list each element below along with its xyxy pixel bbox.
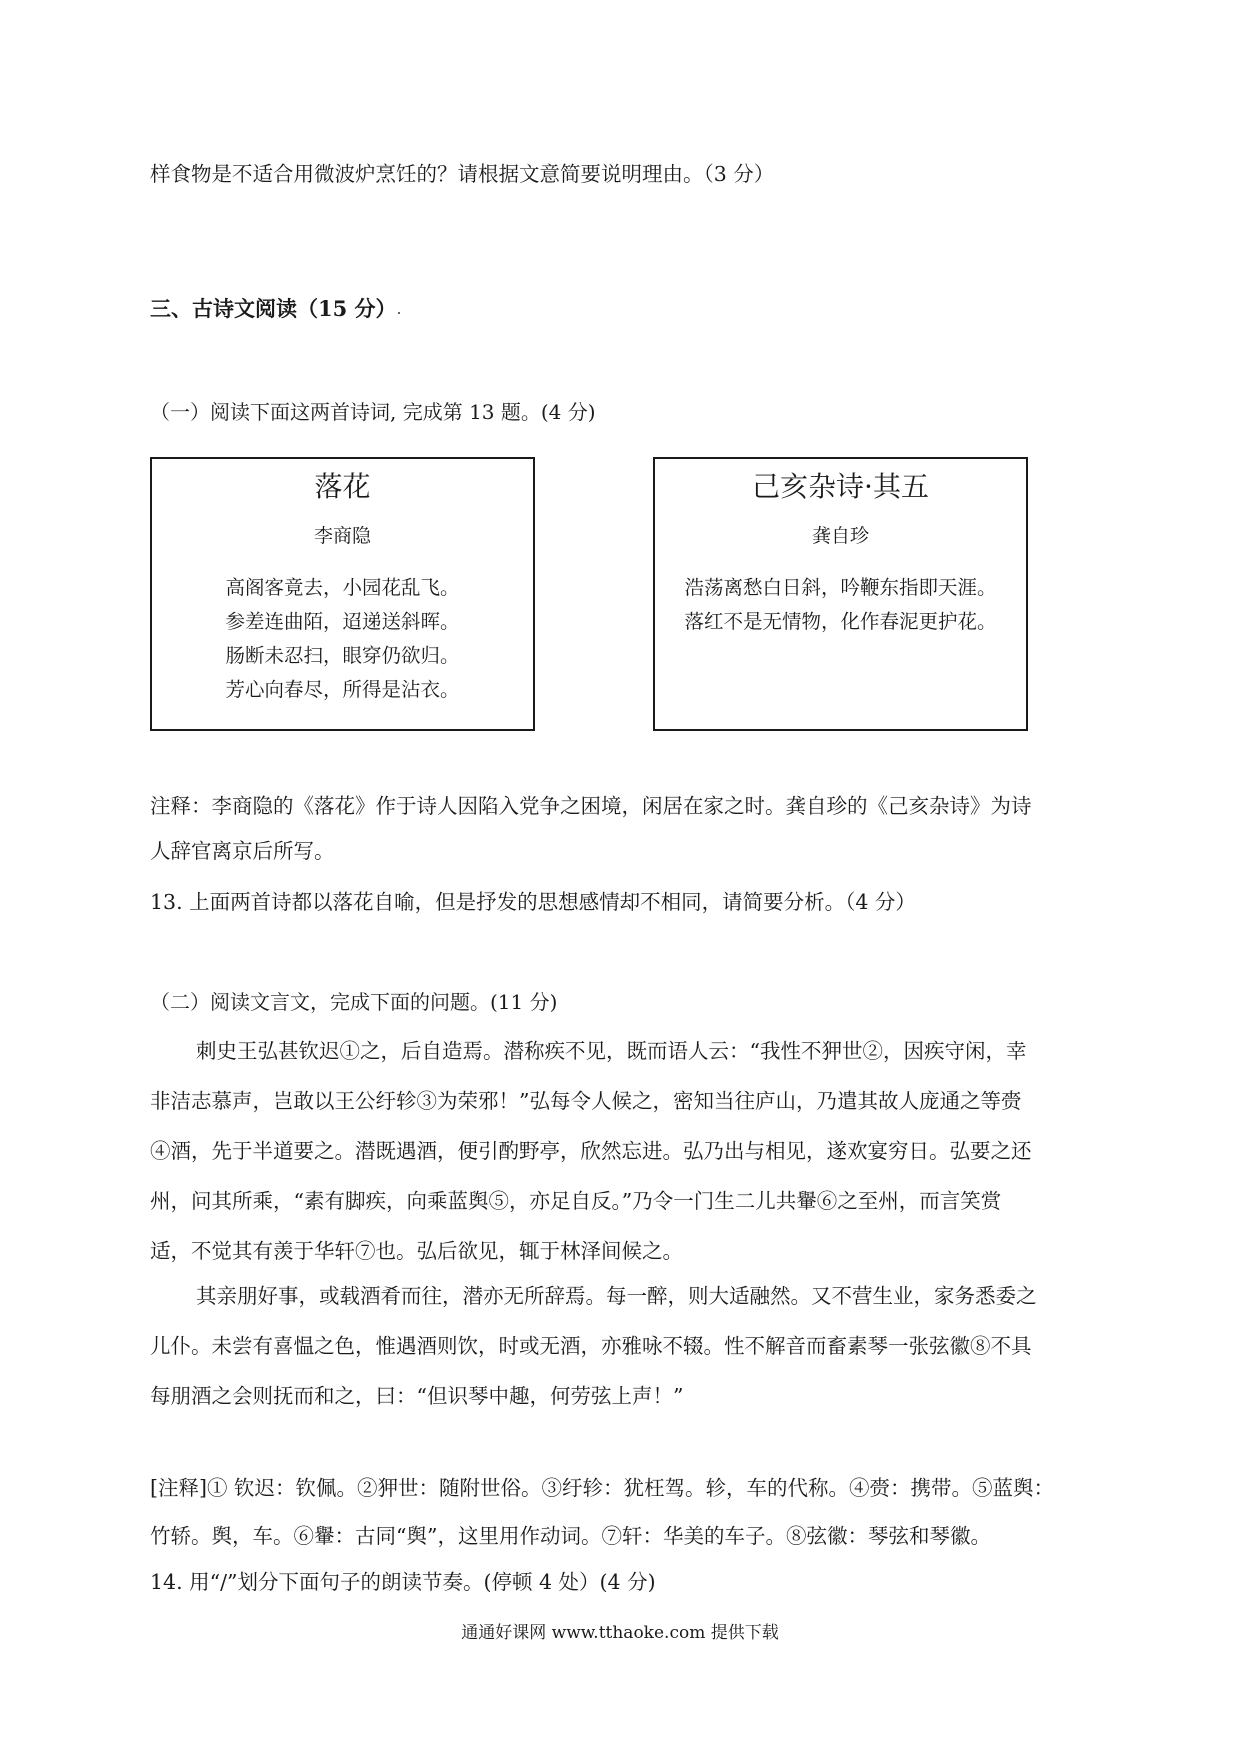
question-14: 14. 用“/”划分下面句子的朗读节奏。(停顿 4 处）(4 分) bbox=[150, 1570, 656, 1594]
question-13: 13. 上面两首诗都以落花自喻，但是抒发的思想感情却不相同，请简要分析。（4 分） bbox=[150, 890, 916, 914]
poem-author: 李商隐 bbox=[313, 525, 371, 547]
poem-lines bbox=[152, 571, 533, 707]
annotation-line-1: [注释]① 钦迟：钦佩。②狎世：随附世俗。③纡轸：犹枉驾。轸，车的代称。④赍：携带。⑤蓝舆： bbox=[150, 1476, 1055, 1500]
poem-lines bbox=[655, 571, 1026, 639]
poem-note-line-1: 注释：李商隐的《落花》作于诗人因陷入党争之困境，闲居在家之时。龚自珍的《己亥杂诗》为诗 bbox=[150, 794, 1032, 818]
poem-line: 芳心向春尽，所得是沾衣。 bbox=[225, 678, 460, 701]
section-3-heading: 三、古诗文阅读（15 分） bbox=[150, 296, 397, 321]
passage-line: 适，不觉其有羡于华轩⑦也。弘后欲见，辄于林泽间候之。 bbox=[150, 1239, 683, 1263]
passage-line: 非洁志慕声，岂敢以王公纡轸③为荣邪！”弘每令人候之，密知当往庐山，乃遣其故人庞通之等赍 bbox=[150, 1089, 1022, 1113]
passage-line: 每朋酒之会则抚而和之，曰：“但识琴中趣，何劳弦上声！” bbox=[150, 1384, 684, 1408]
page-footer: 通通好课网 www.tthaoke.com 提供下载 bbox=[461, 1623, 779, 1643]
part-2-intro: （二）阅读文言文，完成下面的问题。(11 分) bbox=[150, 990, 558, 1014]
passage-line: ④酒，先于半道要之。潜既遇酒，便引酌野亭，欣然忘进。弘乃出与相见，遂欢宴穷日。弘要之还 bbox=[150, 1139, 1032, 1163]
poem-line: 肠断未忍扫，眼穿仍欲归。 bbox=[225, 644, 460, 667]
poem-line: 高阁客竟去，小园花乱飞。 bbox=[225, 576, 460, 599]
poem-note-line-2: 人辞官离京后所写。 bbox=[150, 839, 335, 863]
question-12-tail: 样食物是不适合用微波炉烹饪的？请根据文意简要说明理由。（3 分） bbox=[150, 162, 775, 186]
part-1-intro: （一）阅读下面这两首诗词, 完成第 13 题。(4 分) bbox=[150, 400, 596, 424]
classical-passage-para-2 bbox=[150, 1271, 1090, 1421]
poem-box-jihai bbox=[653, 457, 1028, 731]
stray-mark bbox=[398, 312, 400, 314]
passage-line: 其亲朋好事，或载酒肴而往，潜亦无所辞焉。每一醉，则大适融然。又不营生业，家务悉委之 bbox=[196, 1284, 1037, 1308]
annotation-line-2: 竹轿。舆，车。⑥轝：古同“舆”，这里用作动词。⑦轩：华美的车子。⑧弦徽：琴弦和琴徽。 bbox=[150, 1524, 991, 1548]
poem-line: 浩荡离愁白日斜，吟鞭东指即天涯。 bbox=[684, 576, 997, 599]
passage-line: 刺史王弘甚钦迟①之，后自造焉。潜称疾不见，既而语人云：“我性不狎世②，因疾守闲，幸 bbox=[196, 1039, 1027, 1063]
poem-box-luohua bbox=[150, 457, 535, 731]
poem-title: 己亥杂诗·其五 bbox=[752, 470, 929, 503]
poem-line: 参差连曲陌，迢递送斜晖。 bbox=[225, 610, 460, 633]
poem-title: 落花 bbox=[314, 470, 371, 503]
poem-line: 落红不是无情物，化作春泥更护花。 bbox=[684, 610, 997, 633]
passage-line: 儿仆。未尝有喜愠之色，惟遇酒则饮，时或无酒，亦雅咏不辍。性不解音而畜素琴一张弦徽⑧不具 bbox=[150, 1334, 1032, 1358]
classical-passage-para-1 bbox=[150, 1026, 1090, 1276]
passage-line: 州，问其所乘，“素有脚疾，向乘蓝舆⑤，亦足自反。”乃令一门生二儿共轝⑥之至州，而言笑赏 bbox=[150, 1189, 1002, 1213]
poem-author: 龚自珍 bbox=[811, 525, 869, 547]
